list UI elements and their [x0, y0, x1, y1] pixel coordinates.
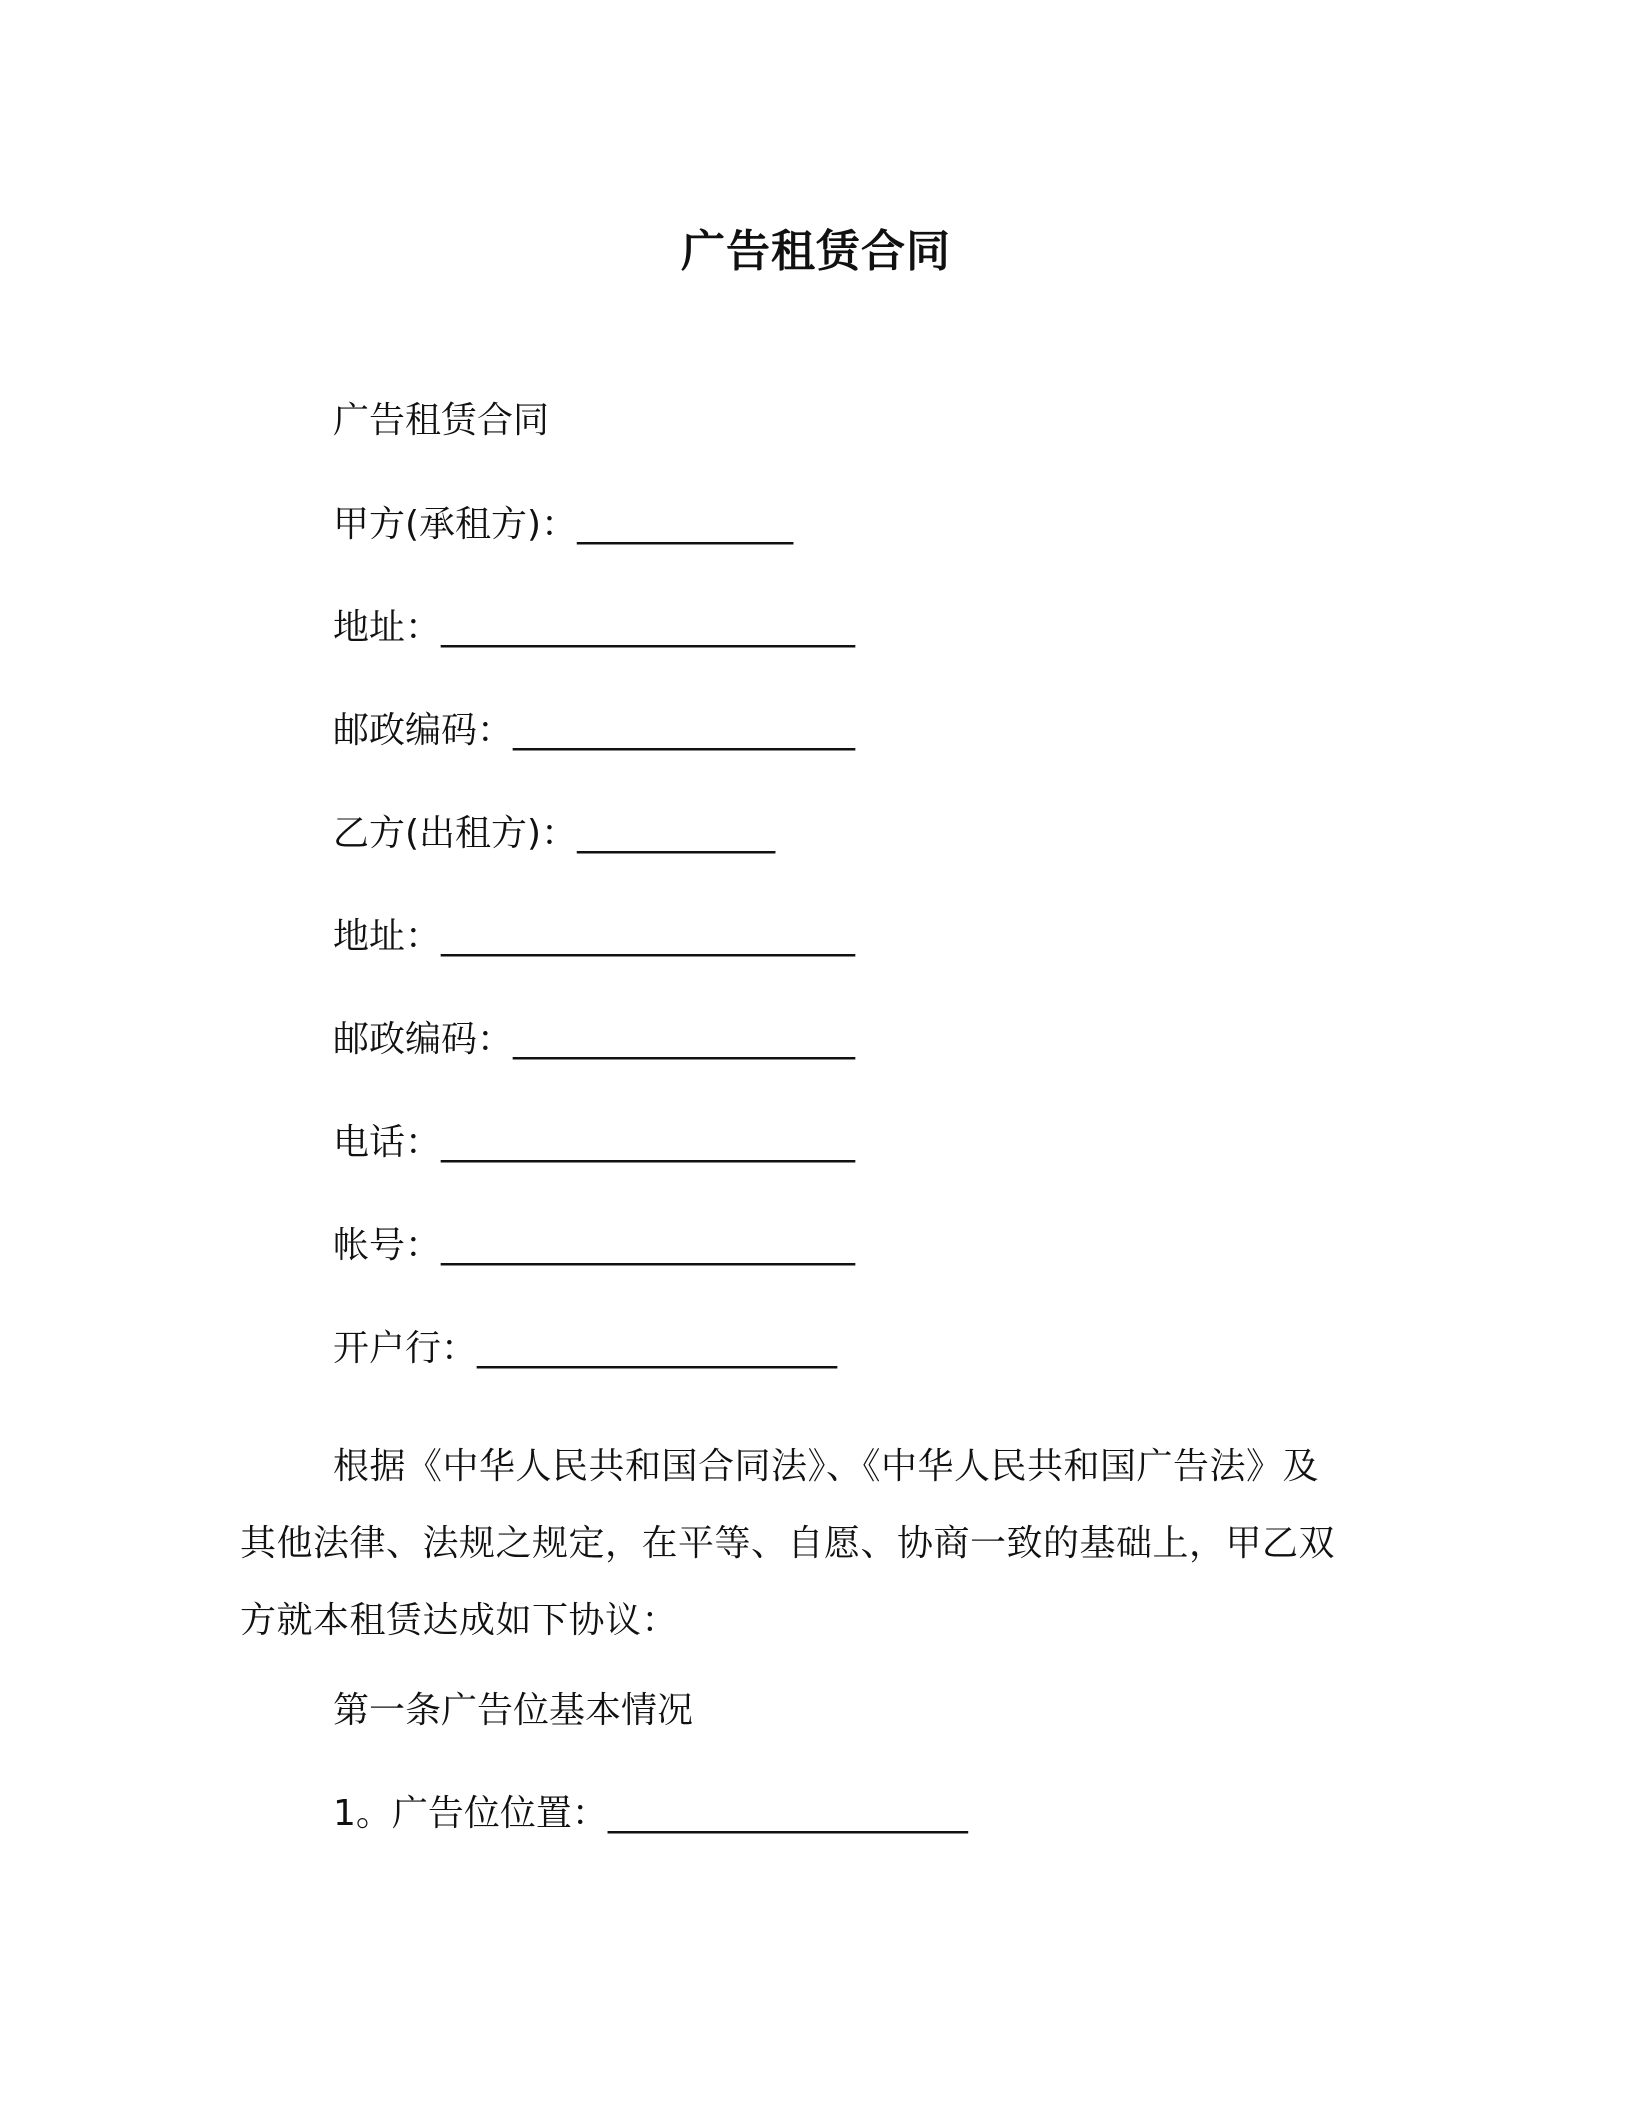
party-b-field: 乙方(出租方)：___________	[333, 813, 776, 854]
party-b-account-field: 帐号：_______________________	[333, 1225, 856, 1266]
preamble-line: 根据《中华人民共和国合同法》、《中华人民共和国广告法》及	[333, 1446, 1320, 1487]
article-1-heading: 第一条广告位基本情况	[333, 1690, 694, 1731]
preamble-paragraph	[240, 1428, 1390, 1659]
party-b-bank-field: 开户行：____________________	[333, 1328, 838, 1369]
document-title: 广告租赁合同	[681, 226, 951, 277]
party-a-address-field: 地址：_______________________	[333, 607, 856, 648]
article-1-item-1: 1。广告位位置：____________________	[333, 1793, 968, 1834]
preamble-line: 方就本租赁达成如下协议：	[240, 1600, 679, 1641]
party-a-field: 甲方(承租方)：____________	[333, 504, 794, 545]
contract-subtitle: 广告租赁合同	[333, 400, 550, 441]
party-b-address-field: 地址：_______________________	[333, 916, 856, 957]
party-b-phone-field: 电话：_______________________	[333, 1122, 856, 1163]
party-b-postcode-field: 邮政编码：___________________	[333, 1019, 856, 1060]
preamble-line: 其他法律、法规之规定，在平等、自愿、协商一致的基础上，甲乙双	[240, 1523, 1336, 1564]
party-a-postcode-field: 邮政编码：___________________	[333, 710, 856, 751]
